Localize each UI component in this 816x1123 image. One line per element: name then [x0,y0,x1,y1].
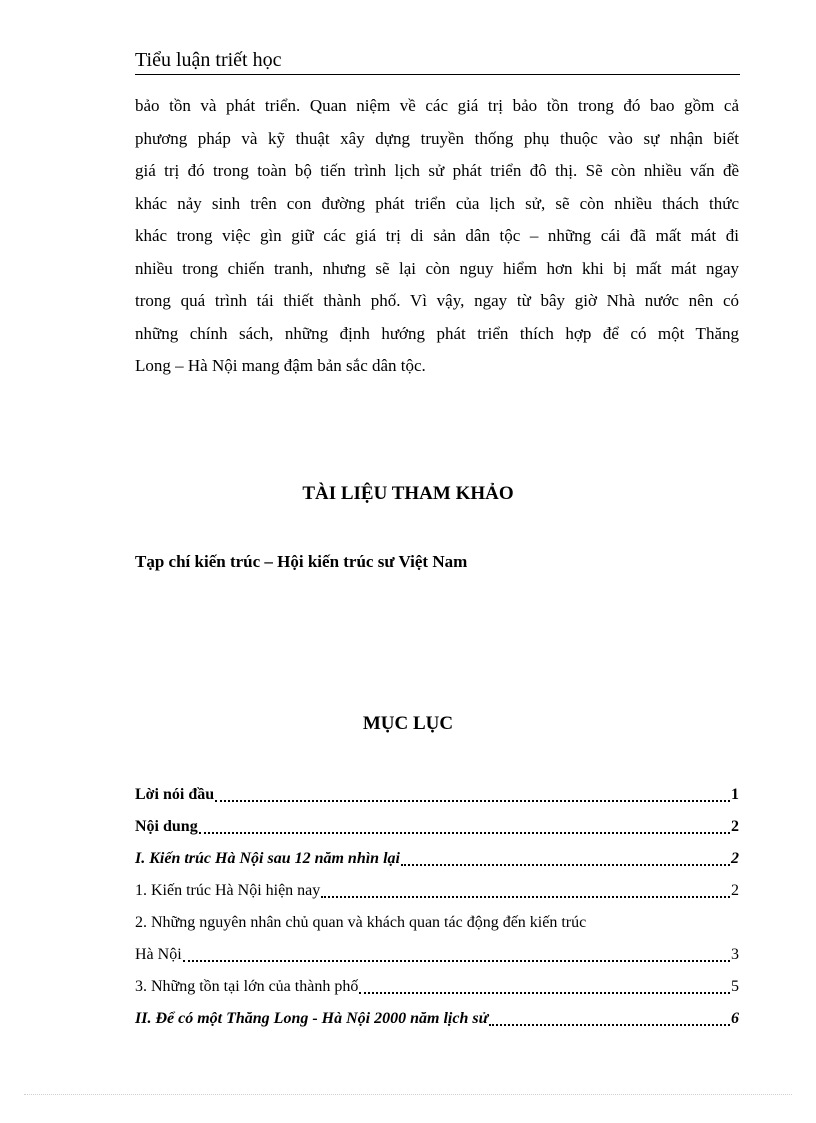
toc-entry[interactable] [135,779,739,811]
toc-entry-label: 1. Kiến trúc Hà Nội hiện nay [135,882,321,899]
paragraph-line: nhiều trong chiến tranh, nhưng sẽ lại còn nguy hiểm hơn khi bị mất mát ngay [135,258,739,278]
toc-dot-leader [489,1024,730,1026]
toc-entry-label: Hà Nội [135,946,182,963]
toc-entry[interactable] [135,907,739,939]
paragraph-line: khác trong việc gìn giữ các giá trị di sản dân tộc – những cái đã mất mát đi [135,226,739,245]
toc-entry[interactable] [135,971,739,1003]
toc-heading: MỤC LỤC [362,713,454,734]
paragraph-line: giá trị đó trong toàn bộ tiến trình lịch sử phát triển đô thị. Sẽ còn nhiều vấn đề [135,161,739,180]
paragraph-line: trong quá trình tái thiết thành phố. Vì vậy, ngay từ bây giờ Nhà nước nên có [135,291,739,310]
toc-page-number: 6 [731,1010,739,1027]
paragraph-line: phương pháp và kỹ thuật xây dựng truyền thống phụ thuộc vào sự nhận biết [135,128,739,148]
toc-entry-label: II. Để có một Thăng Long - Hà Nội 2000 năm lịch sử [135,1010,489,1027]
toc-entry-label: I. Kiến trúc Hà Nội sau 12 năm nhìn lại [135,850,400,867]
paragraph-line: Long – Hà Nội mang đậm bản sắc dân tộc. [135,356,426,375]
toc-entry[interactable] [135,1003,739,1035]
toc-entry-label: 2. Những nguyên nhân chủ quan và khách quan tác động đến kiến trúc [135,914,587,931]
toc-page-number: 5 [731,978,739,995]
toc-page-number: 2 [731,818,739,835]
toc-entry-label: 3. Những tồn tại lớn của thành phố [135,978,359,995]
page-header [135,46,740,75]
toc-page-number: 2 [731,882,739,899]
toc-entry[interactable] [135,843,739,875]
paragraph-line: bảo tồn và phát triển. Quan niệm về các giá trị bảo tồn trong đó bao gồm cả [135,96,739,115]
page-bottom-divider [24,1094,792,1095]
toc-entry-label: Nội dung [135,818,198,835]
body-paragraph [135,90,739,383]
toc-entry[interactable] [135,875,739,907]
toc-dot-leader [199,832,730,834]
references-heading: TÀI LIỆU THAM KHẢO [302,483,514,504]
table-of-contents [135,779,739,1035]
toc-dot-leader [401,864,730,866]
toc-dot-leader [321,896,730,898]
toc-page-number: 2 [731,850,739,867]
toc-entry[interactable] [135,811,739,843]
toc-dot-leader [359,992,730,994]
header-title: Tiểu luận triết học [135,49,282,71]
toc-dot-leader [215,800,730,802]
toc-page-number: 3 [731,946,739,963]
toc-dot-leader [183,960,730,962]
toc-entry-label: Lời nói đầu [135,786,215,803]
paragraph-line: khác nảy sinh trên con đường phát triển của lịch sử, sẽ còn nhiều thách thức [135,193,739,213]
paragraph-line: những chính sách, những định hướng phát triển thích hợp để có một Thăng [135,323,739,343]
toc-entry[interactable] [135,939,739,971]
toc-page-number: 1 [731,786,739,803]
reference-item: Tạp chí kiến trúc – Hội kiến trúc sư Việt Nam [135,552,468,571]
